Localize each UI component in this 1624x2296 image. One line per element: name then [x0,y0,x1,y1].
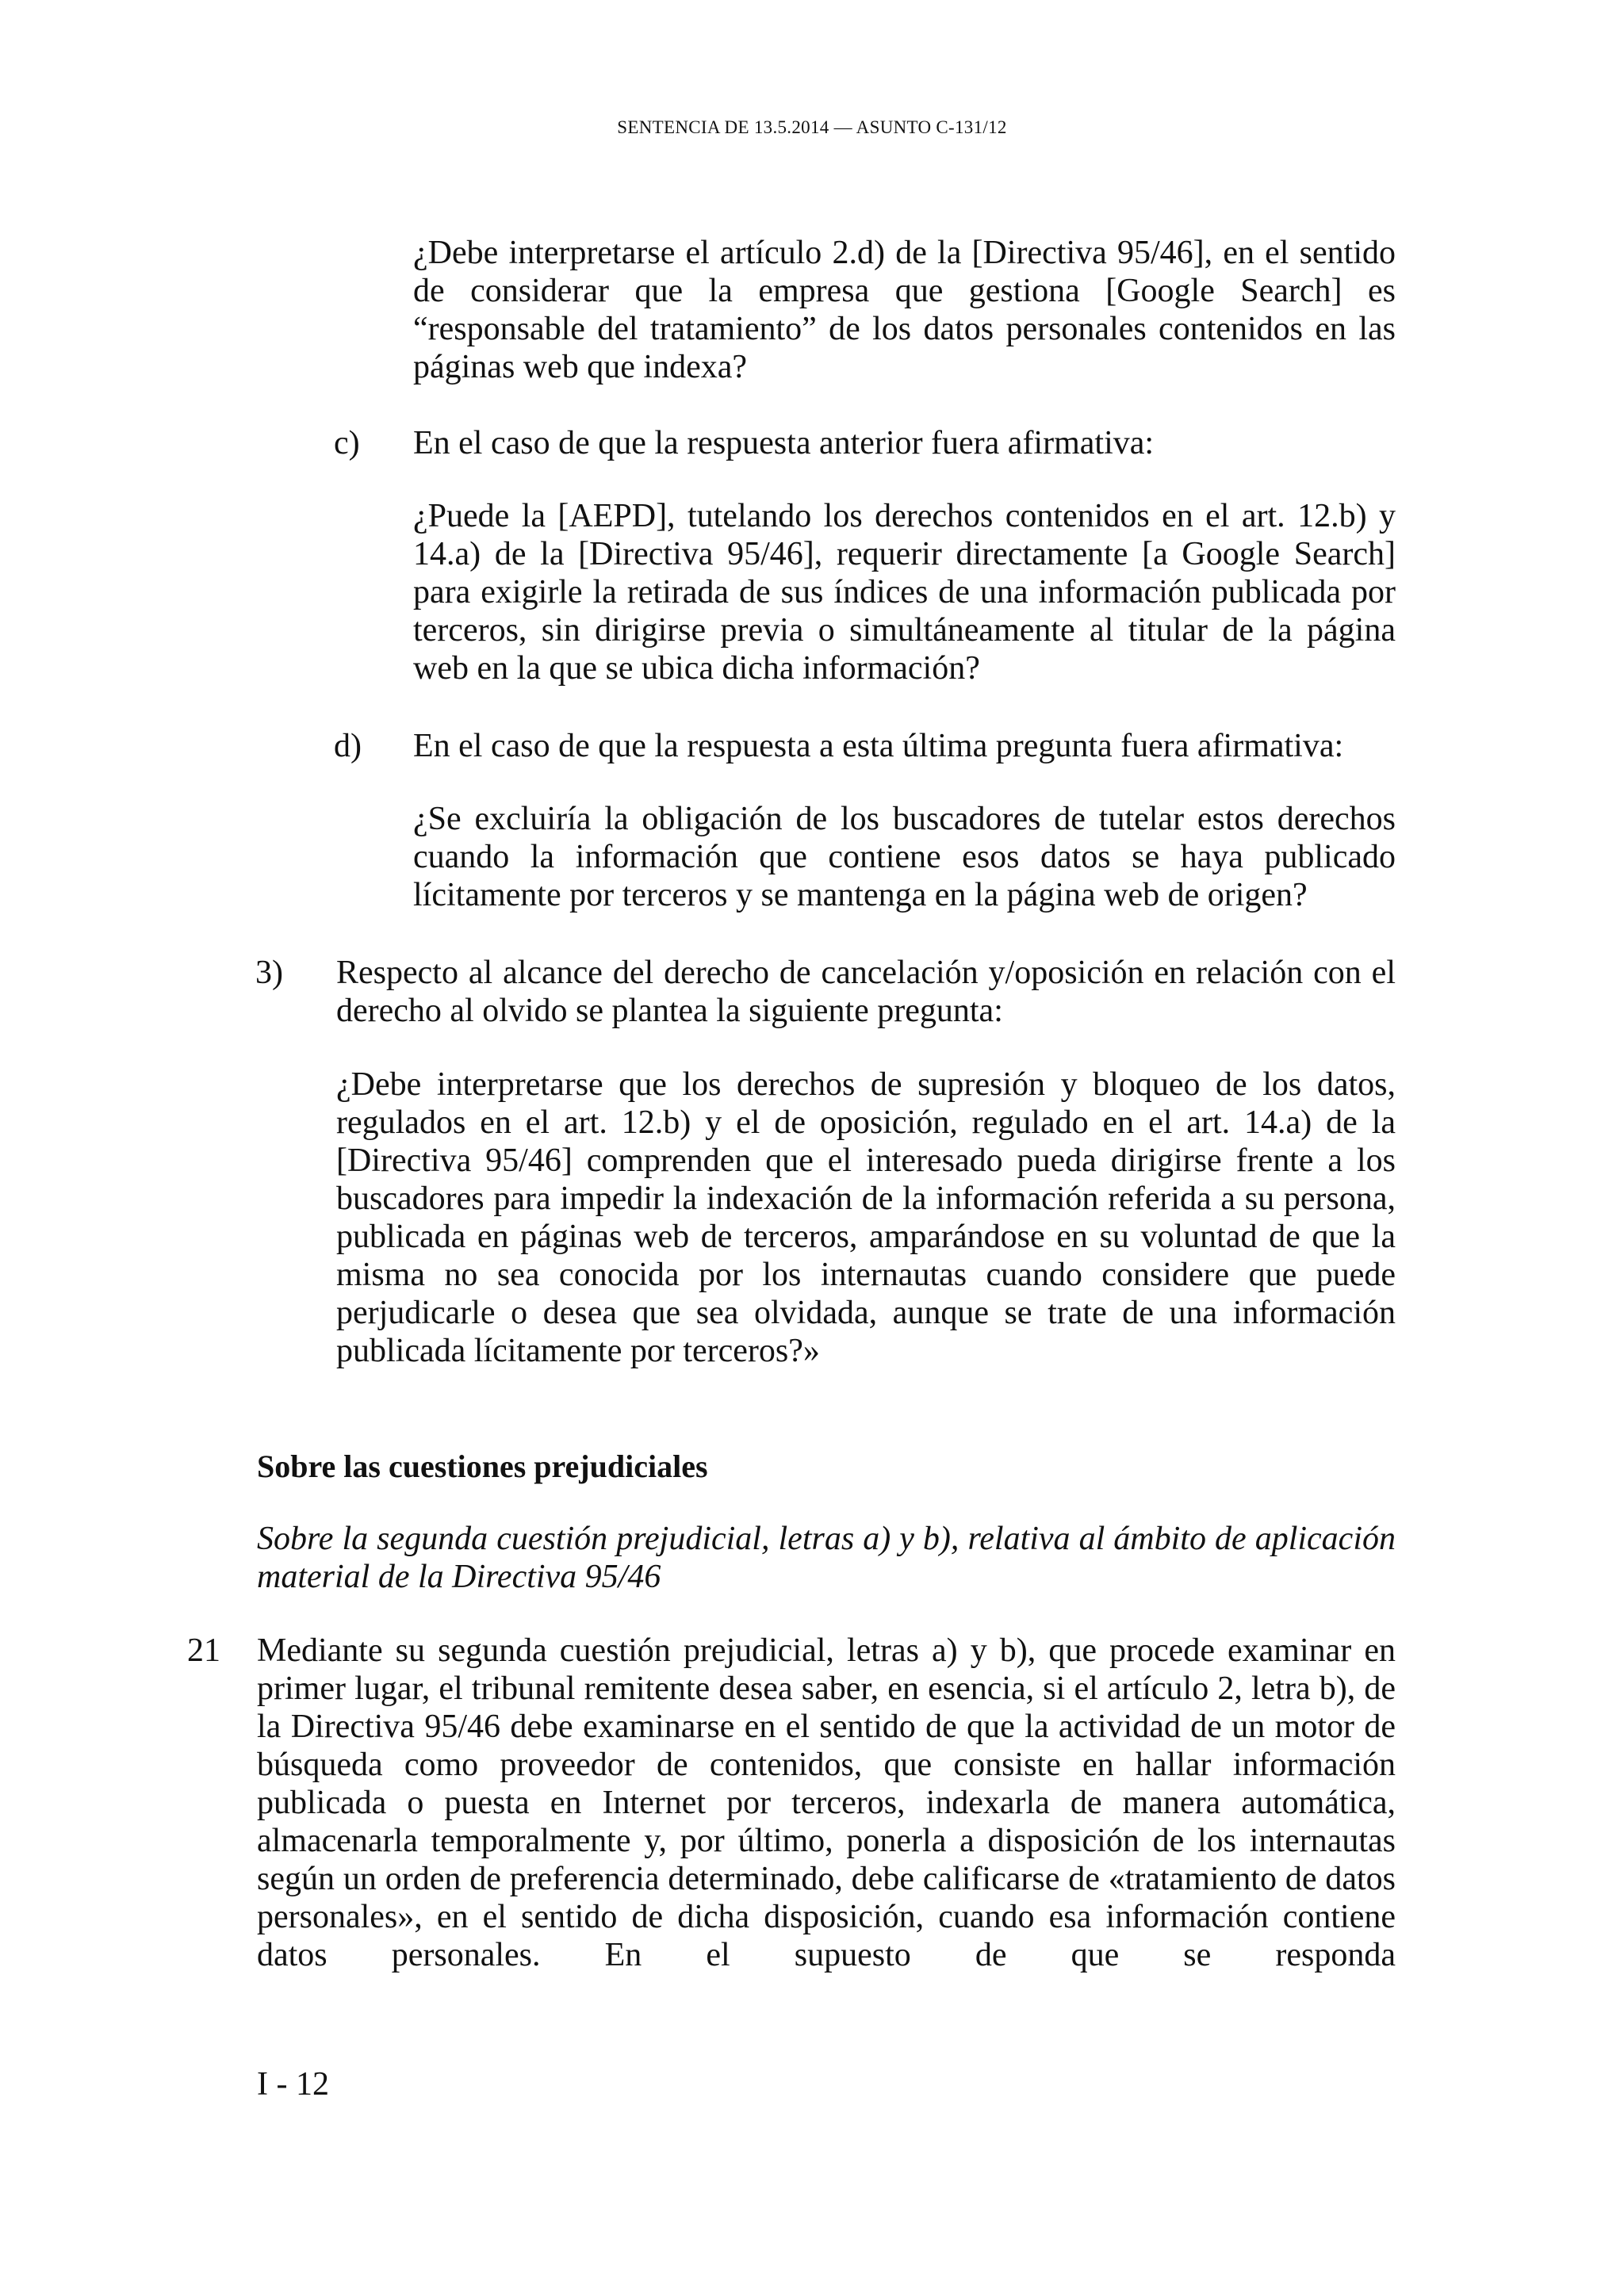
item-3-intro: Respecto al alcance del derecho de cancelación y/oposición en relación con el derecho al olvido se plantea la siguiente pregunta: [336,955,1396,1029]
item-d-marker: d) [334,728,362,764]
item-c-intro: En el caso de que la respuesta anterior fuera afirmativa: [413,425,1155,461]
item-c-question: ¿Puede la [AEPD], tutelando los derechos contenidos en el art. 12.b) y 14.a) de la [Directiva 95/46], requerir directamente [a Google Search] para exigirle la retirada de sus índices de una información publicada por terceros, sin dirigirse previa o simultáneamente al titular de la página web en la que se ubica dicha información? [413,498,1396,687]
item-3-marker: 3) [255,955,283,991]
running-header: SENTENCIA DE 13.5.2014 — ASUNTO C-131/12 [617,117,1007,137]
question-b-text: ¿Debe interpretarse el artículo 2.d) de la [Directiva 95/46], en el sentido de considerar que la empresa que gestiona [Google Search] es “responsable del tratamiento” de los datos personales contenidos en las páginas web que indexa? [413,235,1396,385]
item-d-question: ¿Se excluiría la obligación de los buscadores de tutelar estos derechos cuando la información que contiene esos datos se haya publicado lícitamente por terceros y se mantenga en la página web de origen? [413,801,1396,913]
item-3-question: ¿Debe interpretarse que los derechos de supresión y bloqueo de los datos, regulados en el art. 12.b) y el de oposición, regulado en el art. 14.a) de la [Directiva 95/46] comprenden que el interesado pueda dirigirse frente a los buscadores para impedir la indexación de la información referida a su persona, publicada en páginas web de terceros, amparándose en su voluntad de que la misma no sea conocida por los internautas cuando considere que puede perjudicarle o desea que sea olvidada, aunque se trate de una información publicada lícitamente por terceros?» [336,1066,1396,1369]
section-heading: Sobre las cuestiones prejudiciales [257,1448,708,1484]
item-d-intro: En el caso de que la respuesta a esta última pregunta fuera afirmativa: [413,728,1344,764]
paragraph-number: 21 [187,1632,220,1669]
subsection-heading: Sobre la segunda cuestión prejudicial, letras a) y b), relativa al ámbito de aplicación material de la Directiva 95/46 [257,1521,1396,1595]
item-c-marker: c) [334,425,360,461]
paragraph-21-text: Mediante su segunda cuestión prejudicial, letras a) y b), que procede examinar en primer lugar, el tribunal remitente desea saber, en esencia, si el artículo 2, letra b), de la Directiva 95/46 debe examinarse en el sentido de que la actividad de un motor de búsqueda como proveedor de contenidos, que consiste en hallar información publicada o puesta en Internet por terceros, indexarla de manera automática, almacenarla temporalmente y, por último, ponerla a disposición de los internautas según un orden de preferencia determinado, debe calificarse de «tratamiento de datos personales», en el sentido de dicha disposición, cuando esa información contiene datos personales. En el supuesto de que se responda [257,1632,1396,1973]
page-number: I - 12 [257,2066,329,2103]
